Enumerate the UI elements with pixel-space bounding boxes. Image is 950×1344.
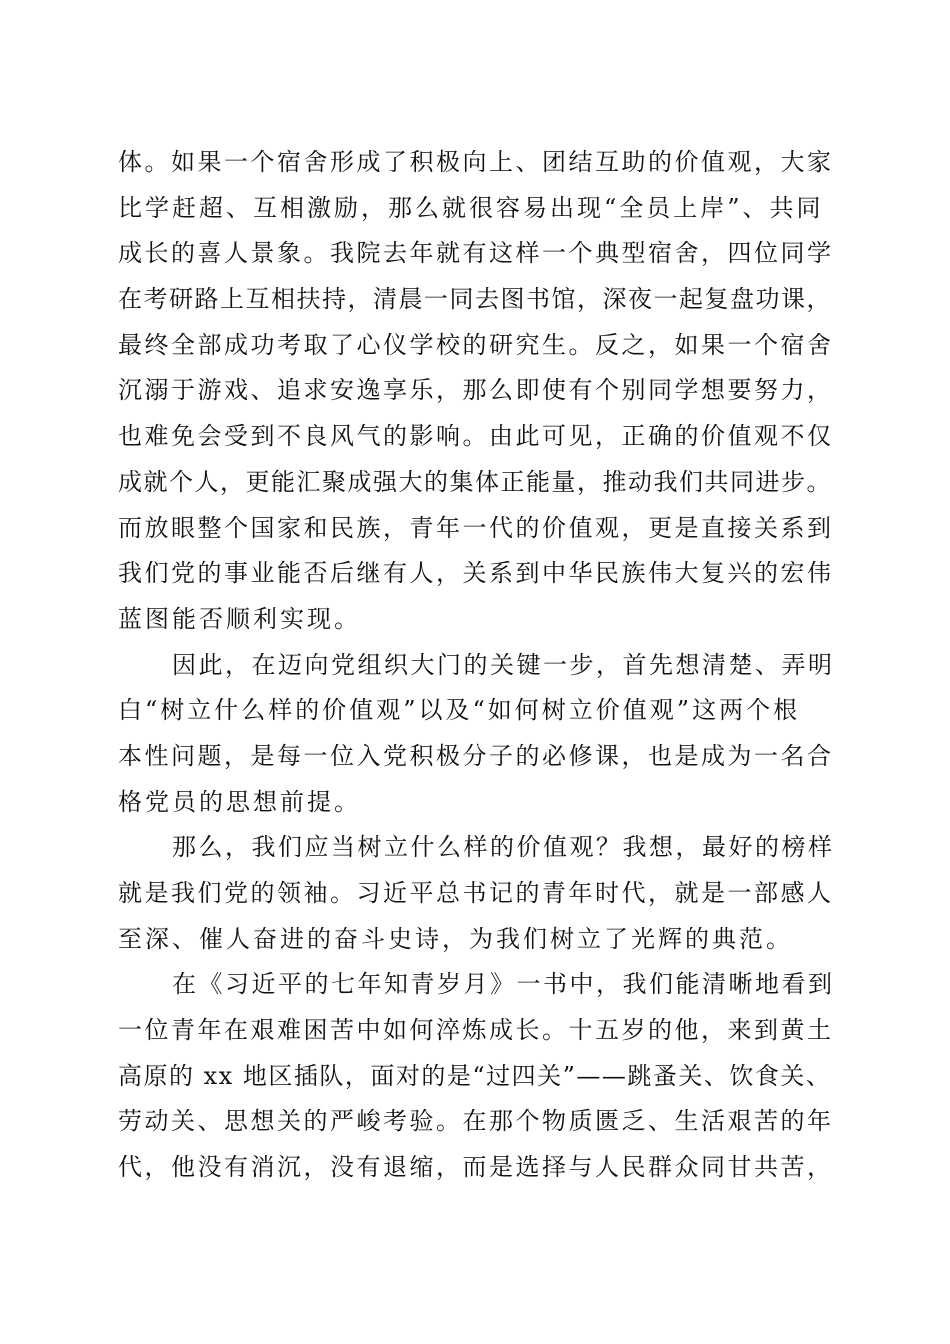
text-line: 在考研路上互相扶持，清晨一同去图书馆，深夜一起复盘功课，: [118, 285, 832, 314]
text-line: 本性问题，是每一位入党积极分子的必修课，也是成为一名合: [118, 741, 834, 770]
text-line: 最终全部成功考取了心仪学校的研究生。反之，如果一个宿舍: [118, 330, 834, 359]
text-line: 劳动关、思想关的严峻考验。在那个物质匮乏、生活艰苦的年: [118, 1107, 834, 1136]
text-line: 而放眼整个国家和民族，青年一代的价值观，更是直接关系到: [118, 513, 834, 542]
text-line: 高原的 xx 地区插队，面对的是“过四关”——跳蚤关、饮食关、: [118, 1061, 832, 1090]
document-body: [118, 140, 838, 1191]
paragraph-first-line: 在《习近平的七年知青岁月》一书中，我们能清晰地看到: [172, 970, 835, 999]
text-line: 一位青年在艰难困苦中如何淬炼成长。十五岁的他，来到黄土: [118, 1016, 834, 1045]
text-line: 沉溺于游戏、追求安逸享乐，那么即使有个别同学想要努力，: [118, 376, 834, 405]
text-line: 代，他没有消沉，没有退缩，而是选择与人民群众同甘共苦，: [118, 1153, 834, 1182]
paragraph-first-line: 因此，在迈向党组织大门的关键一步，首先想清楚、弄明: [172, 650, 835, 679]
text-line: 成长的喜人景象。我院去年就有这样一个典型宿舍，四位同学: [118, 239, 834, 268]
text-line: 体。如果一个宿舍形成了积极向上、团结互助的价值观，大家: [118, 148, 834, 176]
text-line: 我们党的事业能否后继有人，关系到中华民族伟大复兴的宏伟: [118, 559, 834, 588]
text-line: 也难免会受到不良风气的影响。由此可见，正确的价值观不仅: [118, 422, 834, 451]
text-line: 成就个人，更能汇聚成强大的集体正能量，推动我们共同进步。: [118, 467, 832, 496]
text-line: 比学赶超、互相激励，那么就很容易出现“全员上岸”、共同: [118, 193, 824, 222]
text-line: 至深、催人奋进的奋斗史诗，为我们树立了光辉的典范。: [118, 924, 793, 953]
paragraph-first-line: 那么，我们应当树立什么样的价值观？我想，最好的榜样: [172, 833, 835, 862]
text-line: 蓝图能否顺利实现。: [118, 604, 361, 633]
text-line: 格党员的思想前提。: [118, 787, 361, 816]
text-line: 就是我们党的领袖。习近平总书记的青年时代，就是一部感人: [118, 879, 834, 907]
text-line: 白“树立什么样的价值观”以及“如何树立价值观”这两个根: [118, 696, 801, 725]
